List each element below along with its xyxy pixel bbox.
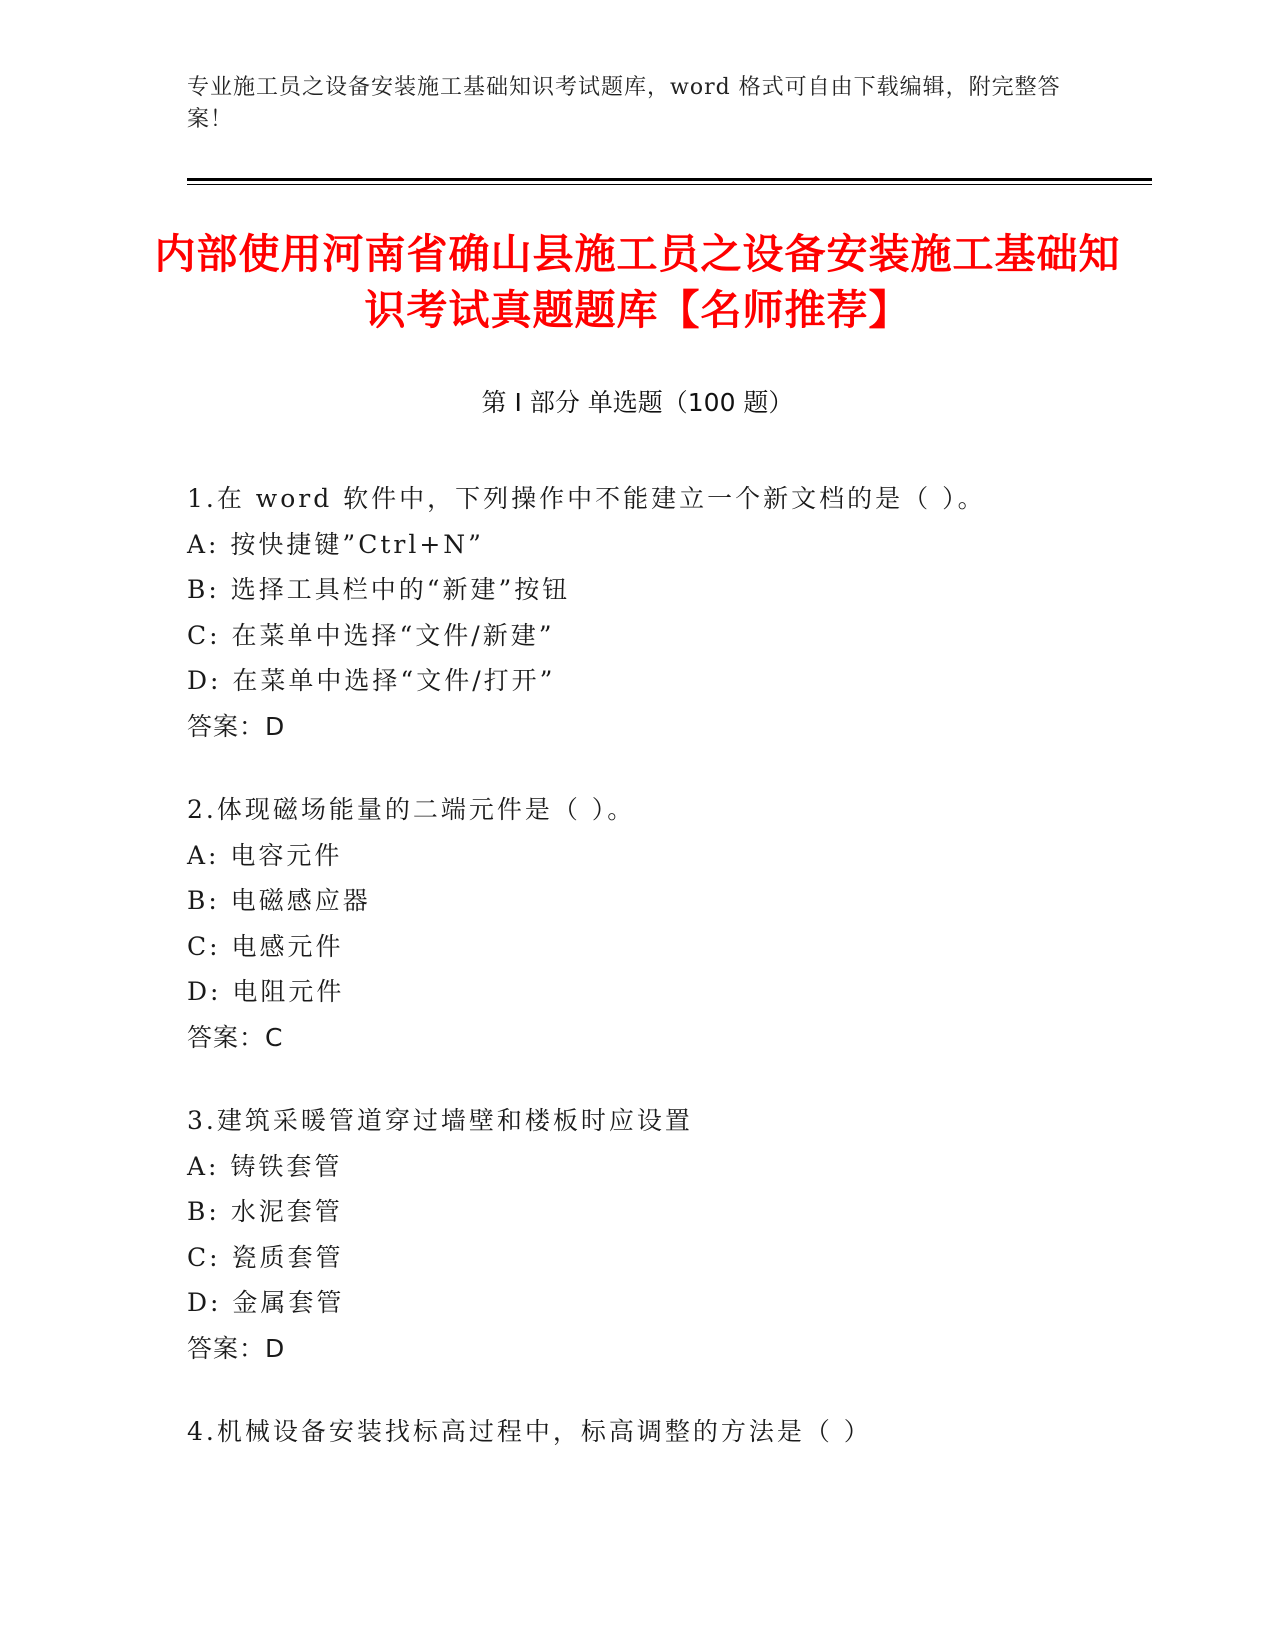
header-rule-thick xyxy=(187,178,1152,181)
option-b: B: 电磁感应器 xyxy=(187,886,371,915)
option-c: C: 在菜单中选择“文件/新建” xyxy=(187,620,555,650)
answer: 答案：C xyxy=(187,1022,284,1052)
question-stem: 2.体现磁场能量的二端元件是（ ）。 xyxy=(187,795,636,824)
question-4 xyxy=(187,1409,1147,1455)
document-header-note: 专业施工员之设备安装施工基础知识考试题库，word 格式可自由下载编辑，附完整答案！ xyxy=(187,75,1061,132)
option-a: A: 电容元件 xyxy=(187,840,343,870)
question-3 xyxy=(187,1098,1147,1371)
option-a: A: 按快捷键”Ctrl+N” xyxy=(187,529,484,559)
option-d: D: 在菜单中选择“文件/打开” xyxy=(187,666,556,695)
question-stem: 1.在 word 软件中，下列操作中不能建立一个新文档的是（ ）。 xyxy=(187,484,986,513)
header-rule-thin xyxy=(187,184,1152,185)
question-1 xyxy=(187,476,1147,749)
option-d: D: 金属套管 xyxy=(187,1288,345,1317)
question-stem: 4.机械设备安装找标高过程中，标高调整的方法是（ ） xyxy=(187,1417,872,1446)
question-stem: 3.建筑采暖管道穿过墙壁和楼板时应设置 xyxy=(187,1106,693,1135)
question-2 xyxy=(187,787,1147,1060)
option-d: D: 电阻元件 xyxy=(187,977,345,1006)
option-b: B: 选择工具栏中的“新建”按钮 xyxy=(187,575,571,604)
answer: 答案：D xyxy=(187,1333,286,1363)
section-heading: 第 I 部分 单选题（100 题） xyxy=(481,388,794,417)
option-b: B: 水泥套管 xyxy=(187,1197,343,1226)
option-c: C: 电感元件 xyxy=(187,931,344,961)
option-c: C: 瓷质套管 xyxy=(187,1242,344,1272)
question-list xyxy=(187,476,1147,1493)
document-title: 内部使用河南省确山县施工员之设备安装施工基础知识考试真题题库【名师推荐】 xyxy=(154,230,1121,334)
answer: 答案：D xyxy=(187,711,286,741)
option-a: A: 铸铁套管 xyxy=(187,1151,343,1181)
